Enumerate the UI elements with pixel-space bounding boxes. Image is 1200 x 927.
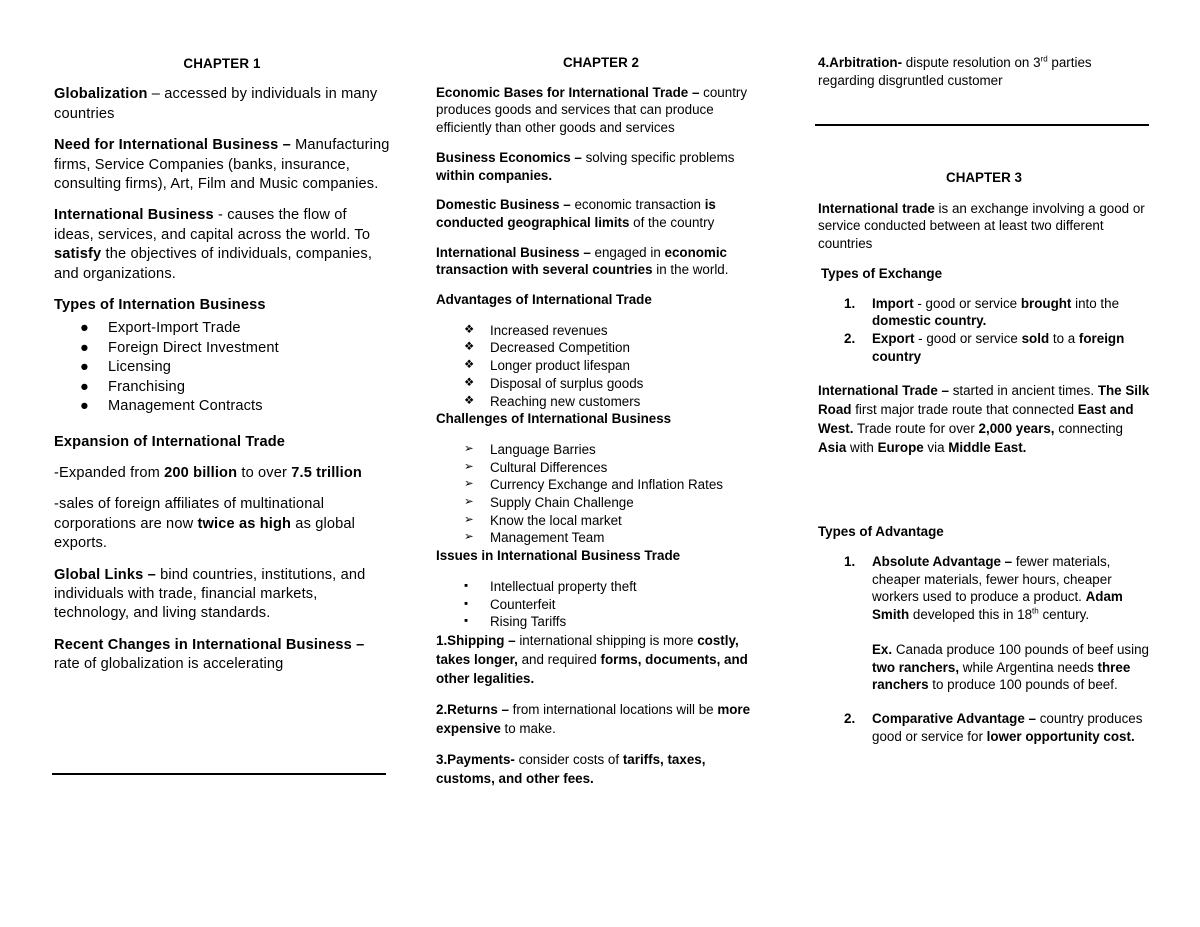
list-item: 2. Export - good or service sold to a foreign country [844,330,1125,364]
list-item: ● Franchising [54,378,390,397]
column-1-divider [52,773,386,775]
shipping-issue: 1.Shipping – international shipping is more costly, takes longer, and required forms, documents, and other legalities. [436,632,748,686]
payments-issue: 3.Payments- consider costs of tariffs, taxes, customs, and other fees. [436,751,706,786]
list-item: ● Management Contracts [54,397,390,416]
advantages-heading: Advantages of International Trade [436,292,652,308]
list-item: ❖ Decreased Competition [464,340,630,356]
arrow-bullet-icon: ➢ [464,531,474,544]
list-item: ● Export-Import Trade [54,319,390,338]
square-bullet-icon: ▪ [464,579,469,592]
diamond-bullet-icon: ❖ [464,394,475,407]
issues-heading: Issues in International Business Trade [436,548,681,564]
diamond-bullet-icon: ❖ [464,341,475,354]
list-item: ➢ Management Team [464,530,605,546]
list-item: ❖ Reaching new customers [464,393,641,409]
chapter-1-column [54,54,390,687]
domestic-business-definition: Domestic Business – economic transaction is conducted geographical limits of the country [436,197,716,230]
square-bullet-icon: ▪ [464,615,469,628]
trade-history: International Trade – started in ancient times. The Silk Road first major trade route that connected East and West. Trade route for over 2,000 years, connecting Asia with Europe via Middle East. [818,383,1150,456]
types-heading: Types of Internation Business [54,297,266,314]
list-item: ➢ Language Barries [464,441,596,457]
advantage-example: Ex. Canada produce 100 pounds of beef using two ranchers, while Argentina needs three ranchers to produce 100 pounds of beef. [872,641,1149,693]
challenges-list [436,441,766,547]
business-economics-definition: Business Economics – solving specific problems within companies. [436,149,735,183]
list-item: 2. Comparative Advantage – country produces good or service for lower opportunity cost. [844,710,1143,744]
list-item: ➢ Currency Exchange and Inflation Rates [464,477,723,493]
diamond-bullet-icon: ❖ [464,376,475,389]
issues-list [436,578,766,631]
expansion-point-1: -Expanded from 200 billion to over 7.5 trillion [54,464,362,481]
diamond-bullet-icon: ❖ [464,323,475,336]
types-list [54,319,390,416]
economic-bases-definition: Economic Bases for International Trade – country produces goods and services that can produce efficiently than other goods and services [436,84,748,136]
exchange-list [818,295,1150,366]
expansion-heading: Expansion of International Trade [54,433,286,450]
list-item: ➢ Know the local market [464,512,622,528]
list-item: ● Foreign Direct Investment [54,339,390,358]
international-business-definition: International Business – engaged in economic transaction with several countries in the world. [436,244,729,278]
diamond-bullet-icon: ❖ [464,359,475,372]
chapter-3-column [818,54,1150,101]
list-item: ❖ Disposal of surplus goods [464,375,644,391]
square-bullet-icon: ▪ [464,597,469,610]
bullet-icon: ● [80,359,89,376]
bullet-icon: ● [80,378,89,395]
need-for-international-business: Need for International Business – Manufacturing firms, Service Companies (banks, insurance, consulting firms), Art, Film and Music companies. [54,137,390,193]
arrow-bullet-icon: ➢ [464,513,474,526]
globalization-definition: Globalization – accessed by individuals in many countries [54,86,378,122]
types-of-exchange-heading: Types of Exchange [821,265,943,281]
list-item: 1. Import - good or service brought into the domestic country. [844,295,1120,329]
international-business-definition: International Business - causes the flow of ideas, services, and capital across the world. To satisfy the objectives of individuals, companies, and organizations. [54,207,373,282]
bullet-icon: ● [80,339,89,356]
arrow-bullet-icon: ➢ [464,442,474,455]
chapter-3-body [818,169,1150,761]
recent-changes: Recent Changes in International Business – rate of globalization is accelerating [54,636,365,673]
chapter-2-title: CHAPTER 2 [563,55,639,70]
arrow-bullet-icon: ➢ [464,460,474,473]
list-item: ▪ Rising Tariffs [464,614,567,630]
international-trade-definition: International trade is an exchange involving a good or service conducted between at least two different countries [818,200,1145,252]
expansion-point-2: -sales of foreign affiliates of multinational corporations are now twice as high as global exports. [54,496,356,552]
arrow-bullet-icon: ➢ [464,496,474,509]
list-item: ➢ Cultural Differences [464,459,608,475]
arbitration-issue: 4.Arbitration- dispute resolution on 3rd parties regarding disgruntled customer [818,54,1092,88]
returns-issue: 2.Returns – from international locations will be more expensive to make. [436,701,751,736]
chapter-3-title: CHAPTER 3 [946,170,1022,185]
list-item: ▪ Counterfeit [464,596,556,612]
bullet-icon: ● [80,320,89,337]
types-of-advantage-heading: Types of Advantage [818,524,944,540]
challenges-heading: Challenges of International Business [436,411,672,427]
bullet-icon: ● [80,398,89,415]
list-item: ➢ Supply Chain Challenge [464,495,634,511]
list-item: ▪ Intellectual property theft [464,578,637,594]
advantages-list [436,322,766,411]
list-item: 1. Absolute Advantage – fewer materials, cheaper materials, fewer hours, cheaper workers used to produce a product. Adam Smith developed this in 18th century. Ex. Canada produce 100 pounds of beef using two ranchers, while Argentina needs three ranchers to produce 100 pounds of beef. [844,554,1149,693]
advantage-list [818,553,1150,745]
list-item: ❖ Longer product lifespan [464,358,630,374]
global-links-definition: Global Links – bind countries, institutions, and individuals with trade, financial markets, technology, and living standards. [54,566,366,622]
list-item: ❖ Increased revenues [464,322,608,338]
list-item: ● Licensing [54,358,390,377]
chapter-1-title: CHAPTER 1 [183,56,261,71]
chapter-2-column [436,54,766,800]
column-3-divider [815,124,1149,126]
arrow-bullet-icon: ➢ [464,478,474,491]
